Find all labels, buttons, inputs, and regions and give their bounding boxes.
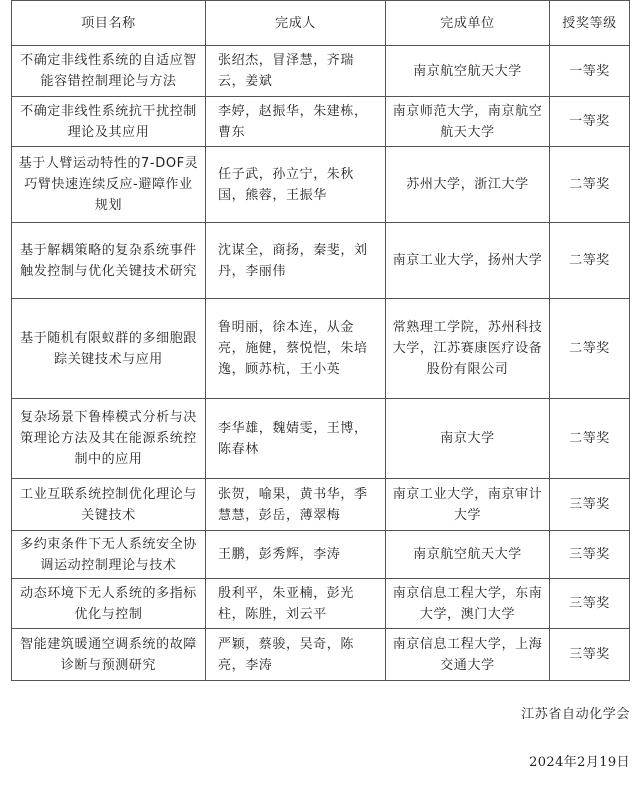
- cell-level: 一等奖: [550, 97, 630, 147]
- cell-project: 复杂场景下鲁棒模式分析与决策理论方法及其在能源系统控制中的应用: [12, 399, 206, 479]
- header-authors: 完成人: [206, 1, 386, 46]
- cell-unit: 常熟理工学院，苏州科技大学，江苏赛康医疗设备股份有限公司: [386, 299, 550, 399]
- cell-unit: 南京工业大学，南京审计大学: [386, 479, 550, 531]
- cell-authors: 沈谋全，商扬，秦斐，刘丹，李丽伟: [206, 223, 386, 299]
- header-unit: 完成单位: [386, 1, 550, 46]
- issuing-organization: 江苏省自动化学会: [521, 707, 630, 722]
- cell-project: 基于人臂运动特性的7-DOF灵巧臂快速连续反应-避障作业规划: [12, 147, 206, 223]
- cell-unit: 南京航空航天大学: [386, 46, 550, 97]
- cell-unit: 南京信息工程大学，东南大学，澳门大学: [386, 579, 550, 629]
- cell-unit: 南京大学: [386, 399, 550, 479]
- cell-project: 不确定非线性系统抗干扰控制理论及其应用: [12, 97, 206, 147]
- cell-level: 二等奖: [550, 399, 630, 479]
- table-row: [12, 147, 630, 223]
- cell-authors: 严颖，蔡骏，吴奇，陈亮，李涛: [206, 629, 386, 681]
- cell-unit: 南京师范大学，南京航空航天大学: [386, 97, 550, 147]
- cell-authors: 李华雄，魏婧雯，王博，陈春林: [206, 399, 386, 479]
- issue-date: 2024年2月19日: [529, 755, 630, 770]
- table-row: [12, 399, 630, 479]
- cell-project: 多约束条件下无人系统安全协调运动控制理论与技术: [12, 531, 206, 579]
- cell-level: 三等奖: [550, 479, 630, 531]
- cell-level: 三等奖: [550, 629, 630, 681]
- cell-project: 智能建筑暖通空调系统的故障诊断与预测研究: [12, 629, 206, 681]
- cell-authors: 李婷，赵振华，朱建栋，曹东: [206, 97, 386, 147]
- cell-level: 二等奖: [550, 299, 630, 399]
- cell-authors: 张绍杰，冒泽慧，齐瑞云，姜斌: [206, 46, 386, 97]
- cell-project: 不确定非线性系统的自适应智能容错控制理论与方法: [12, 46, 206, 97]
- cell-authors: 王鹏，彭秀辉，李涛: [206, 531, 386, 579]
- cell-level: 二等奖: [550, 223, 630, 299]
- header-level: 授奖等级: [550, 1, 630, 46]
- cell-level: 二等奖: [550, 147, 630, 223]
- cell-level: 三等奖: [550, 531, 630, 579]
- cell-authors: 张贺，喻果，黄书华，季慧慧，彭岳，薄翠梅: [206, 479, 386, 531]
- table-row: [12, 479, 630, 531]
- cell-level: 三等奖: [550, 579, 630, 629]
- table-row: [12, 97, 630, 147]
- cell-authors: 鲁明丽，徐本连，从金亮，施健，蔡悦恺，朱培逸，顾苏杭，王小英: [206, 299, 386, 399]
- cell-authors: 殷利平，朱亚楠，彭光柱，陈胜，刘云平: [206, 579, 386, 629]
- table-row: [12, 299, 630, 399]
- cell-authors: 任子武，孙立宁，朱秋国，熊蓉，王振华: [206, 147, 386, 223]
- cell-unit: 南京信息工程大学，上海交通大学: [386, 629, 550, 681]
- cell-unit: 苏州大学，浙江大学: [386, 147, 550, 223]
- cell-project: 动态环境下无人系统的多指标优化与控制: [12, 579, 206, 629]
- table-row: [12, 223, 630, 299]
- table-row: [12, 531, 630, 579]
- table-row: [12, 46, 630, 97]
- cell-project: 基于解耦策略的复杂系统事件触发控制与优化关键技术研究: [12, 223, 206, 299]
- cell-unit: 南京航空航天大学: [386, 531, 550, 579]
- table-header-row: [12, 1, 630, 46]
- cell-project: 基于随机有限蚁群的多细胞跟踪关键技术与应用: [12, 299, 206, 399]
- award-table: [11, 0, 630, 681]
- cell-level: 一等奖: [550, 46, 630, 97]
- cell-unit: 南京工业大学，扬州大学: [386, 223, 550, 299]
- table-row: [12, 629, 630, 681]
- cell-project: 工业互联系统控制优化理论与关键技术: [12, 479, 206, 531]
- table-row: [12, 579, 630, 629]
- header-project: 项目名称: [12, 1, 206, 46]
